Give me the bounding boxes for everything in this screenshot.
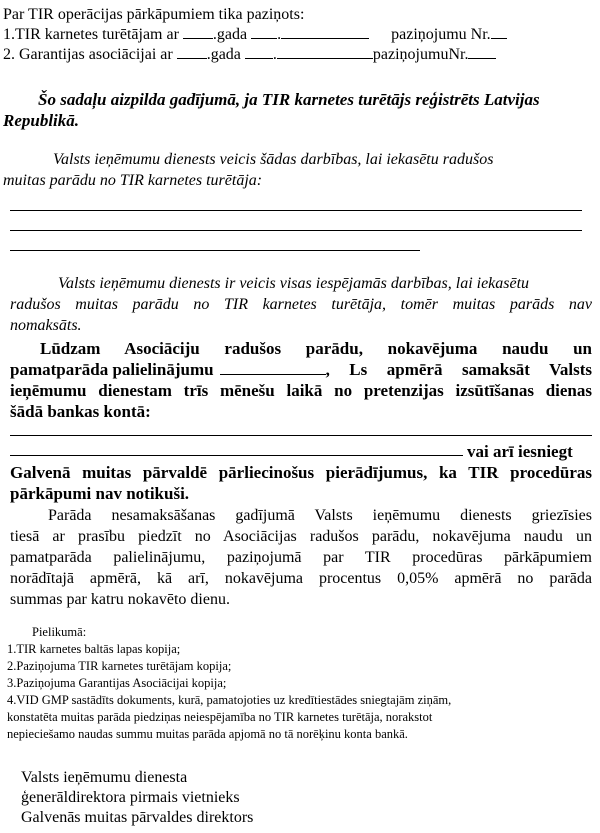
assoc-notice-no-label: paziņojumuNr.	[372, 46, 469, 63]
all-possible-line2: radušos muitas parādu no TIR karnetes turētāja, tomēr muitas parāds nav	[10, 296, 592, 313]
notice-row-holder-label: 1.TIR karnetes turētājam ar	[3, 26, 179, 43]
section-heading-line2: Republikā.	[3, 111, 80, 130]
actions-fill-line-2[interactable]	[10, 230, 582, 231]
attachment-item: 2.Paziņojuma TIR karnetes turētājam kopija;	[7, 659, 232, 673]
request-increase-label: pamatparāda palielinājumu	[10, 360, 214, 379]
request-amount-label: , Ls apmērā samaksāt Valsts	[325, 360, 592, 379]
actions-fill-line-1[interactable]	[10, 210, 582, 211]
request-line3: ieņēmumu dienestam trīs mēnešu laikā no pretenzijas izsūtīšanas dienas	[10, 381, 592, 400]
nonpayment-line1: Parāda nesamaksāšanas gadījumā Valsts ieņēmumu dienests griezīsies	[48, 507, 592, 524]
holder-month-field[interactable]	[251, 24, 277, 39]
holder-notice-no-label: paziņojumu Nr.	[391, 26, 491, 43]
notice-row-association	[3, 44, 496, 65]
attachment-item: 4.VID GMP sastādīts dokuments, kurā, pamatojoties uz kredītiestādes sniegtajām ziņām,	[7, 693, 452, 707]
request-line2	[10, 359, 592, 380]
all-possible-line3: nomaksāts.	[10, 317, 82, 334]
actions-text-line1: Valsts ieņēmumu dienests veicis šādas darbības, lai iekasētu radušos	[53, 151, 494, 168]
nonpayment-line4: norādītajā apmērā, kā arī, nokavējuma procentus 0,05% apmērā no parāda	[10, 570, 592, 587]
attachment-item: 3.Paziņojuma Garantijas Asociācijai kopija;	[7, 676, 227, 690]
notice-row-holder	[3, 24, 507, 45]
signature-line1: Valsts ieņēmumu dienesta	[21, 769, 188, 786]
request-or-submit: vai arī iesniegt	[467, 442, 573, 461]
signature-line2: ģenerāldirektora pirmais vietnieks	[21, 789, 240, 806]
assoc-month-field[interactable]	[245, 44, 273, 59]
bank-account-line-2[interactable]	[10, 455, 463, 456]
holder-day-field[interactable]	[281, 24, 369, 39]
actions-fill-line-3[interactable]	[10, 250, 420, 251]
notice-intro: Par TIR operācijas pārkāpumiem tika paziņots:	[3, 6, 305, 23]
section-heading-line1: Šo sadaļu aizpilda gadījumā, ja TIR karnetes turētājs reģistrēts Latvijas	[38, 90, 540, 109]
assoc-date-dot: .	[272, 46, 277, 63]
nonpayment-line5: summas par katru nokavēto dienu.	[10, 591, 230, 608]
bank-account-line-1[interactable]	[10, 435, 592, 436]
request-line6: Galvenā muitas pārvaldē pārliecinošus pierādījumus, ka TIR procedūras	[10, 463, 592, 482]
attachment-item: 1.TIR karnetes baltās lapas kopija;	[7, 642, 181, 656]
attachment-item: konstatēta muitas parāda piedziņas neiespējamība no TIR karnetes turētāja, norakstot	[7, 710, 433, 724]
holder-notice-no-field[interactable]	[491, 24, 507, 39]
all-possible-line1: Valsts ieņēmumu dienests ir veicis visas iespējamās darbības, lai iekasētu	[58, 275, 530, 292]
assoc-year-suffix: .gada	[206, 46, 241, 63]
attachments-title: Pielikumā:	[32, 625, 87, 639]
nonpayment-line2: tiesā ar prasību piedzīt no Asociācijas radušos parādu, nokavējuma naudu un	[10, 528, 592, 545]
holder-date-dot: .	[277, 26, 282, 43]
request-line1: Lūdzam Asociāciju radušos parādu, nokavējuma naudu un	[40, 339, 592, 358]
holder-year-field[interactable]	[183, 24, 213, 39]
nonpayment-line3: pamatparāda palielinājumu, paziņojumā par TIR procedūras pārkāpumiem	[10, 549, 592, 566]
assoc-day-field[interactable]	[277, 44, 373, 59]
assoc-year-field[interactable]	[177, 44, 207, 59]
notice-row-association-label: 2. Garantijas asociācijai ar	[3, 46, 173, 63]
attachment-item: nepieciešamo naudas summu muitas parāda apjomā no tā norēķinu konta bankā.	[7, 727, 408, 741]
actions-text-line2: muitas parādu no TIR karnetes turētāja:	[3, 172, 263, 189]
increase-amount-field[interactable]	[220, 360, 326, 375]
holder-year-suffix: .gada	[212, 26, 248, 43]
request-line7: pārkāpumi nav notikuši.	[10, 484, 190, 503]
assoc-notice-no-field[interactable]	[468, 44, 496, 59]
signature-line3: Galvenās muitas pārvaldes direktors	[21, 809, 254, 826]
request-line4: šādā bankas kontā:	[10, 402, 151, 421]
